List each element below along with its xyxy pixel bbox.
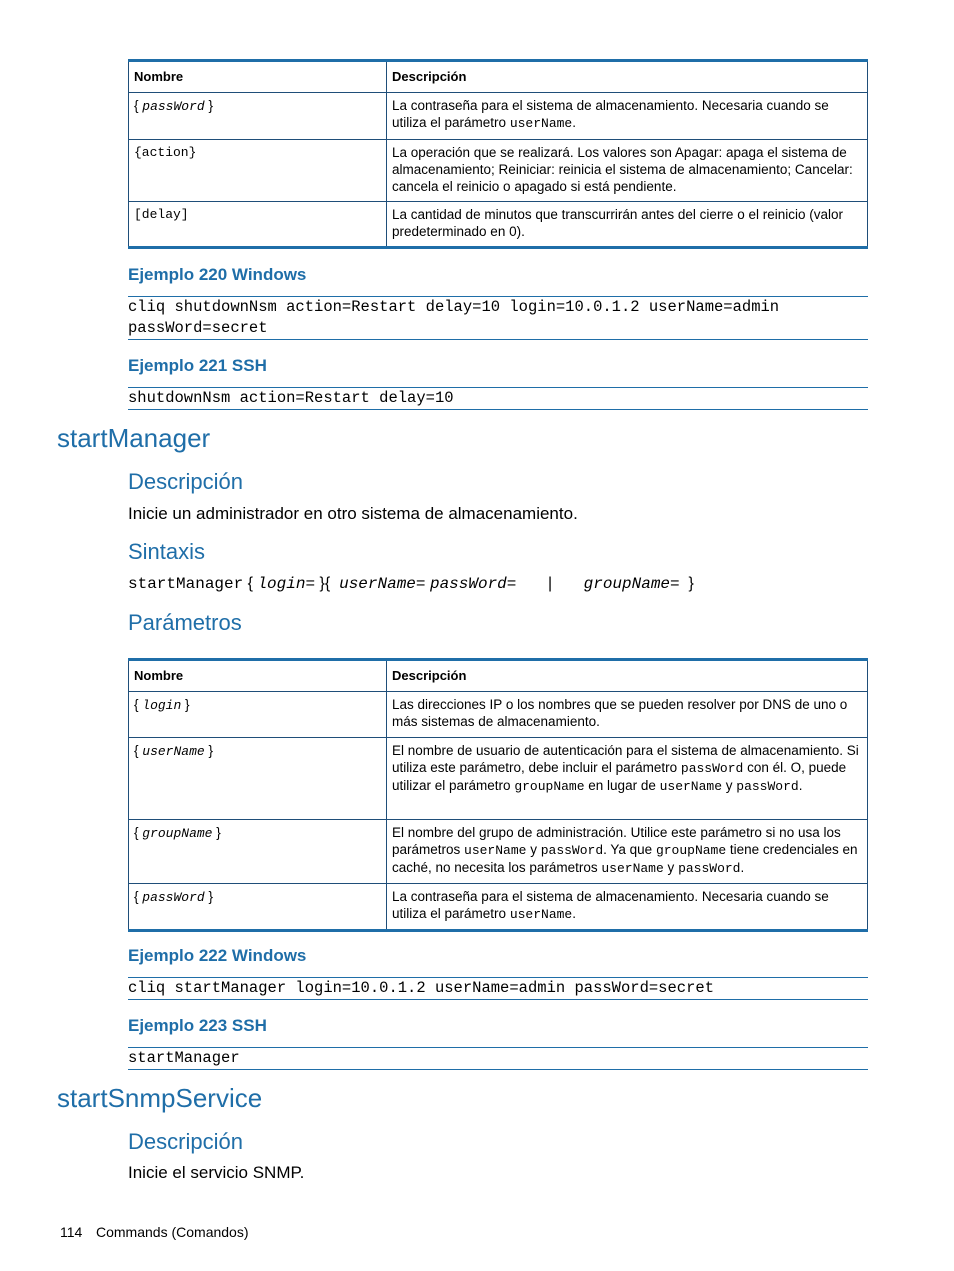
param-name: passWord	[142, 99, 205, 114]
table-row	[129, 93, 868, 140]
section-heading-startsnmpservice: startSnmpService	[57, 1083, 263, 1113]
syntax-username: userName=	[339, 575, 426, 593]
syntax-login: login=	[257, 575, 316, 593]
param-name-cell: { passWord }	[129, 93, 387, 140]
footer-section-title: Commands (Comandos)	[96, 1224, 249, 1240]
param-name-cell: { groupName }	[129, 820, 387, 884]
param-name-cell: { login }	[129, 692, 387, 738]
column-header-description: Descripción	[387, 61, 868, 93]
table-row	[129, 202, 868, 248]
table-row	[129, 884, 868, 931]
description-text: Inicie el servicio SNMP.	[128, 1163, 305, 1182]
table-row	[129, 820, 868, 884]
param-name-cell: { passWord }	[129, 884, 387, 931]
param-description-cell: El nombre de usuario de autenticación para el sistema de almacenamiento. Si utiliza este parámetro, debe incluir el parámetro passWord con él. O, puede utilizar el parámetro groupName en lugar de userName y passWord.	[387, 738, 868, 820]
table-row	[129, 140, 868, 202]
example-223-code: startManager	[128, 1047, 868, 1070]
description-heading: Descripción	[128, 1129, 243, 1154]
table-row	[129, 692, 868, 738]
syntax-groupname: groupName=	[583, 575, 680, 593]
param-description-cell: El nombre del grupo de administración. Utilice este parámetro si no usa los parámetros userName y passWord. Ya que groupName tiene credenciales en caché, no necesita los parámetros userName y passWord.	[387, 820, 868, 884]
parameters-heading: Parámetros	[128, 610, 242, 635]
parameters-table-shutdownnsm	[128, 59, 868, 249]
syntax-line: startManager { login= }{ userName= passWord= | groupName= }	[128, 575, 694, 593]
description-heading: Descripción	[128, 469, 243, 494]
example-220-code: cliq shutdownNsm action=Restart delay=10 login=10.0.1.2 userName=admin passWord=secret	[128, 296, 868, 340]
example-220-title: Ejemplo 220 Windows	[128, 265, 307, 284]
param-name-cell: [delay]	[129, 202, 387, 248]
parameters-table-startmanager	[128, 658, 868, 932]
param-description-cell: Las direcciones IP o los nombres que se pueden resolver por DNS de uno o más sistemas de almacenamiento.	[387, 692, 868, 738]
param-name-cell: { userName }	[129, 738, 387, 820]
column-header-description: Descripción	[387, 660, 868, 692]
syntax-command: startManager	[128, 575, 244, 593]
example-222-title: Ejemplo 222 Windows	[128, 946, 307, 965]
page-number: 114	[60, 1224, 83, 1240]
example-221-title: Ejemplo 221 SSH	[128, 356, 267, 375]
syntax-heading: Sintaxis	[128, 539, 206, 564]
table-row	[129, 738, 868, 820]
column-header-name: Nombre	[129, 660, 387, 692]
param-description-cell: La contraseña para el sistema de almacenamiento. Necesaria cuando se utiliza el parámetro userName.	[387, 93, 868, 140]
param-description-cell: La cantidad de minutos que transcurrirán antes del cierre o el reinicio (valor predeterminado en 0).	[387, 202, 868, 248]
example-222-code: cliq startManager login=10.0.1.2 userName=admin passWord=secret	[128, 977, 868, 1000]
table-header-row	[129, 61, 868, 93]
param-description-cell: La operación que se realizará. Los valores son Apagar: apaga el sistema de almacenamiento; Reiniciar: reinicia el sistema de almacenamiento; Cancelar: cancela el reinicio o apagado si está pendiente.	[387, 140, 868, 202]
section-heading-startmanager: startManager	[57, 423, 211, 453]
param-name-cell: {action}	[129, 140, 387, 202]
param-description-cell: La contraseña para el sistema de almacenamiento. Necesaria cuando se utiliza el parámetro userName.	[387, 884, 868, 931]
column-header-name: Nombre	[129, 61, 387, 93]
syntax-password: passWord=	[429, 575, 517, 593]
table-header-row	[129, 660, 868, 692]
description-text: Inicie un administrador en otro sistema de almacenamiento.	[128, 504, 578, 523]
example-223-title: Ejemplo 223 SSH	[128, 1016, 267, 1035]
example-221-code: shutdownNsm action=Restart delay=10	[128, 387, 868, 410]
